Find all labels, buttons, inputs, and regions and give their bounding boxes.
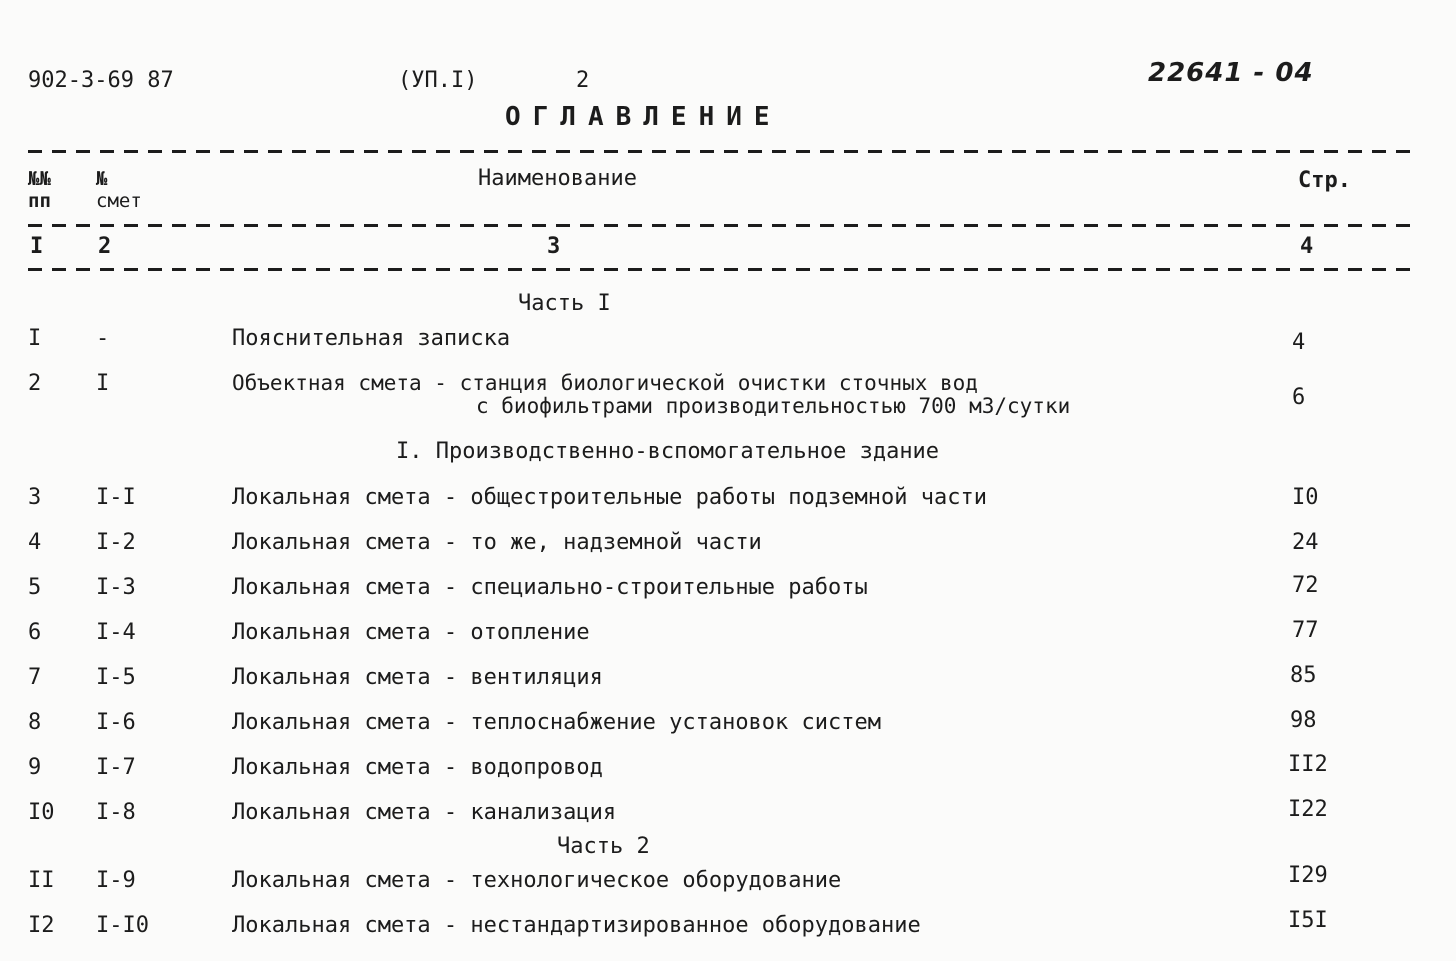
row-estimate-number: I-6 bbox=[96, 710, 136, 735]
row-name: Локальная смета - нестандартизированное оборудование bbox=[232, 913, 921, 938]
row-name-continuation: с биофильтрами производительностью 700 м3/сутки bbox=[476, 394, 1071, 418]
row-page: I5I bbox=[1288, 908, 1328, 933]
col-number-4: 4 bbox=[1300, 234, 1314, 259]
row-number: I0 bbox=[28, 800, 55, 825]
row-page: 85 bbox=[1290, 663, 1317, 688]
col-number-2: 2 bbox=[98, 234, 112, 259]
row-estimate-number: I bbox=[96, 371, 110, 396]
row-name: Локальная смета - канализация bbox=[232, 800, 617, 825]
row-name: Локальная смета - водопровод bbox=[232, 755, 603, 780]
row-page: II2 bbox=[1288, 752, 1328, 777]
row-estimate-number: I-7 bbox=[96, 755, 136, 780]
col-header-page: Стр. bbox=[1298, 168, 1351, 193]
row-number: 6 bbox=[28, 620, 42, 645]
row-name: Локальная смета - теплоснабжение установок систем bbox=[232, 710, 882, 735]
row-number: II bbox=[28, 868, 55, 893]
row-page: I22 bbox=[1288, 797, 1328, 822]
row-number: I2 bbox=[28, 913, 55, 938]
row-name: Объектная смета - станция биологической очистки сточных вод bbox=[232, 371, 978, 395]
row-number: 9 bbox=[28, 755, 42, 780]
row-number: 5 bbox=[28, 575, 42, 600]
row-estimate-number: I-3 bbox=[96, 575, 136, 600]
rule-numbers bbox=[28, 268, 1412, 271]
row-estimate-number: I-I bbox=[96, 485, 136, 510]
row-name: Локальная смета - то же, надземной части bbox=[232, 530, 762, 555]
row-number: 8 bbox=[28, 710, 42, 735]
section-building-1: I. Производственно-вспомогательное здание bbox=[396, 439, 940, 464]
row-estimate-number: I-4 bbox=[96, 620, 136, 645]
row-page: I0 bbox=[1292, 485, 1319, 510]
row-number: 4 bbox=[28, 530, 42, 555]
page-number: 2 bbox=[576, 68, 590, 93]
row-estimate-number: I-I0 bbox=[96, 913, 149, 938]
row-estimate-number: I-2 bbox=[96, 530, 136, 555]
album-number: (УП.I) bbox=[398, 68, 478, 93]
row-page: 24 bbox=[1292, 530, 1319, 555]
page-title: ОГЛАВЛЕНИЕ bbox=[505, 102, 782, 132]
row-name: Локальная смета - общестроительные работы подземной части bbox=[232, 485, 987, 510]
col-number-1: I bbox=[30, 234, 44, 259]
row-page: I29 bbox=[1288, 863, 1328, 888]
rule-header bbox=[28, 224, 1412, 227]
row-name: Локальная смета - отопление bbox=[232, 620, 590, 645]
row-page: 77 bbox=[1292, 618, 1319, 643]
section-part-2: Часть 2 bbox=[557, 834, 650, 859]
row-number: 2 bbox=[28, 371, 42, 396]
row-estimate-number: I-9 bbox=[96, 868, 136, 893]
section-part-1: Часть I bbox=[518, 291, 611, 316]
document-code: 902-3-69 87 bbox=[28, 68, 174, 93]
row-estimate-number: - bbox=[96, 326, 110, 351]
row-name: Локальная смета - специально-строительные работы bbox=[232, 575, 868, 600]
row-name: Локальная смета - вентиляция bbox=[232, 665, 603, 690]
row-number: 7 bbox=[28, 665, 42, 690]
archive-number: 22641 - 04 bbox=[1148, 58, 1314, 88]
col-header-name: Наименование bbox=[478, 166, 637, 191]
col-header-item-no: №№ пп bbox=[28, 168, 51, 212]
col-header-estimate-no: № смет bbox=[96, 168, 142, 212]
row-number: I bbox=[28, 326, 42, 351]
col-number-3: 3 bbox=[547, 234, 561, 259]
row-page: 72 bbox=[1292, 573, 1319, 598]
row-estimate-number: I-5 bbox=[96, 665, 136, 690]
row-name: Пояснительная записка bbox=[232, 326, 511, 351]
row-number: 3 bbox=[28, 485, 42, 510]
rule-top bbox=[28, 150, 1412, 153]
row-page: 6 bbox=[1292, 385, 1306, 410]
row-page: 4 bbox=[1292, 330, 1306, 355]
row-name: Локальная смета - технологическое оборудование bbox=[232, 868, 842, 893]
row-estimate-number: I-8 bbox=[96, 800, 136, 825]
row-page: 98 bbox=[1290, 708, 1317, 733]
